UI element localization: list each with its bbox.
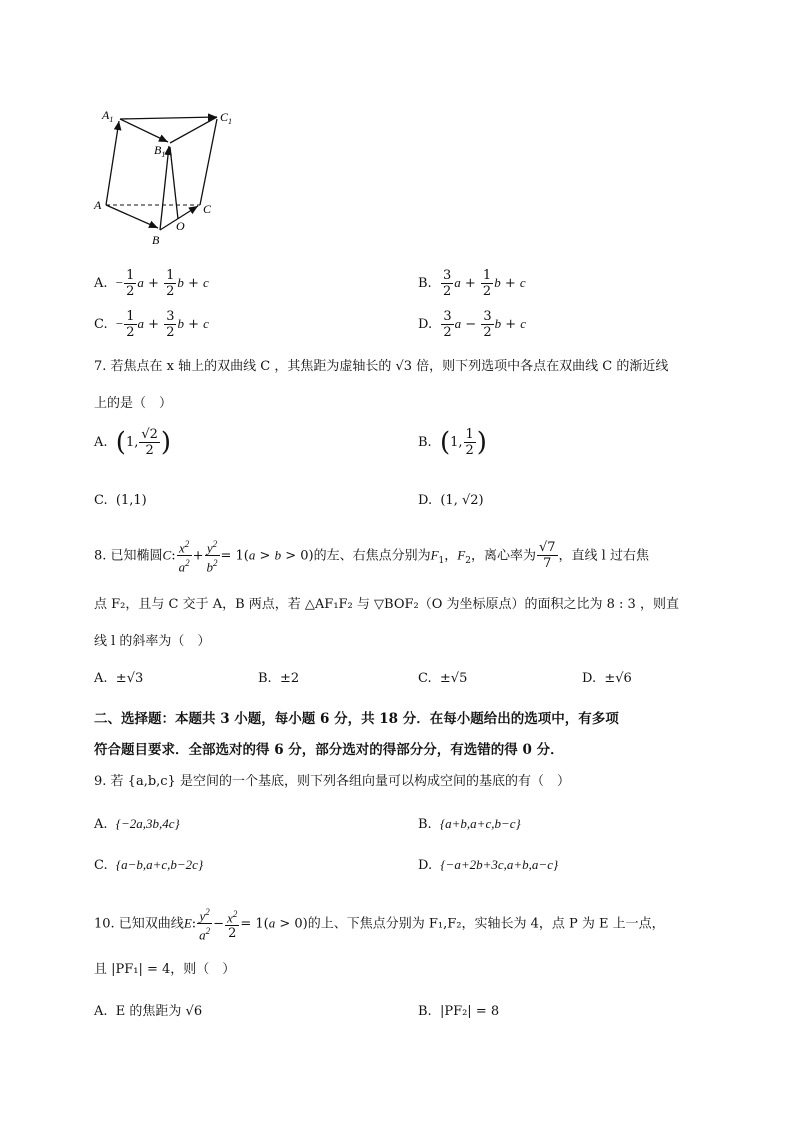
edge-a-b <box>106 205 158 228</box>
label-c: C <box>203 202 212 216</box>
q9-option-a[interactable]: A. {−2a,3b,4c} <box>94 816 180 832</box>
q7-option-b[interactable]: B. (1, $\frac{1}{2}$ ) <box>418 427 487 458</box>
edge-o-b1 <box>170 147 178 219</box>
edge-b1-c1 <box>170 117 217 143</box>
label-a1: $A_1$ <box>102 108 114 124</box>
q8-option-b[interactable]: B. ±2 <box>258 671 300 686</box>
q7-stem-line1: 7. 若焦点在 x 轴上的双曲线 C ，其焦距为虚轴长的 √3 倍，则下列选项中各点在双曲线 C 的渐近线 <box>94 359 669 374</box>
q7-option-d[interactable]: D. (1, √2) <box>418 493 484 508</box>
label-o: O <box>176 219 185 233</box>
edge-a1-c1 <box>120 117 217 119</box>
q9-option-b[interactable]: B. {a+b,a+c,b−c} <box>418 816 521 832</box>
q6-option-d[interactable]: D. $\frac{3}{2}$ a − $\frac{3}{2}$ b + c <box>418 309 527 340</box>
q8-option-c[interactable]: C. ±√5 <box>418 671 468 686</box>
q7-stem-line2: 上的是（ ） <box>94 396 173 411</box>
q10-stem-line1: 10. 已知双曲线E: $\frac{y^2}{a^2}$ − $\frac{x^2}{2}$ = 1(a > 0)的上、下焦点分别为 F₁,F₂，实轴长为 4，点 P 为 E 上一点， <box>94 907 665 943</box>
label-b: B <box>152 233 160 247</box>
q10-stem-line2: 且 |PF₁| = 4，则（ ） <box>94 962 236 977</box>
section2-heading-line1: 二、选择题：本题共 3 小题，每小题 6 分，共 18 分．在每小题给出的选项中，有多项 <box>94 711 619 727</box>
q9-option-c[interactable]: C. {a−b,a+c,b−2c} <box>94 857 204 873</box>
q7-option-c[interactable]: C. (1,1) <box>94 493 147 508</box>
q8-option-d[interactable]: D. ±√6 <box>582 671 632 686</box>
edge-a1-b1 <box>120 119 168 142</box>
label-b1: $B_1$ <box>154 143 166 159</box>
q6-option-c[interactable]: C. − $\frac{1}{2}$ a + $\frac{3}{2}$ b + c <box>94 309 209 340</box>
section2-heading-line2: 符合题目要求．全部选对的得 6 分，部分选对的得部分分，有选错的得 0 分． <box>94 742 564 758</box>
q8-stem-line3: 线 l 的斜率为（ ） <box>94 634 211 649</box>
edge-a-a1 <box>106 121 119 205</box>
label-a: A <box>94 198 102 212</box>
q10-option-b[interactable]: B. |PF₂| = 8 <box>418 1004 500 1019</box>
q7-option-a[interactable]: A. (1, $\frac{√2}{2}$ ) <box>94 427 172 458</box>
label-c1: $C_1$ <box>220 110 233 126</box>
q9-option-d[interactable]: D. {−a+2b+3c,a+b,a−c} <box>418 857 559 873</box>
q8-stem-line2: 点 F₂，且与 C 交于 A，B 两点，若 △AF₁F₂ 与 ▽BOF₂（O 为坐标原点）的面积之比为 8 : 3 ，则直 <box>94 597 679 612</box>
q10-option-a[interactable]: A. E 的焦距为 √6 <box>94 1004 203 1019</box>
q6-option-b[interactable]: B. $\frac{3}{2}$ a + $\frac{1}{2}$ b + c <box>418 268 526 299</box>
prism-figure <box>90 105 250 250</box>
q8-stem-line1: 8. 已知椭圆C: $\frac{x^2}{a^2}$ + $\frac{y^2}{b^2}$ = 1(a > b > 0)的左、右焦点分别为$F_1$，$F_2$，离心率为 $\frac{√7}{7}$ ，直线 l 过右焦 <box>94 539 649 575</box>
edge-c-c1 <box>200 119 217 205</box>
q9-stem: 9. 若 {a,b,c} 是空间的一个基底，则下列各组向量可以构成空间的基底的有（ ） <box>94 774 570 789</box>
q8-option-a[interactable]: A. ±√3 <box>94 671 144 686</box>
q6-option-a[interactable]: A. − $\frac{1}{2}$ a + $\frac{1}{2}$ b + c <box>94 268 209 299</box>
